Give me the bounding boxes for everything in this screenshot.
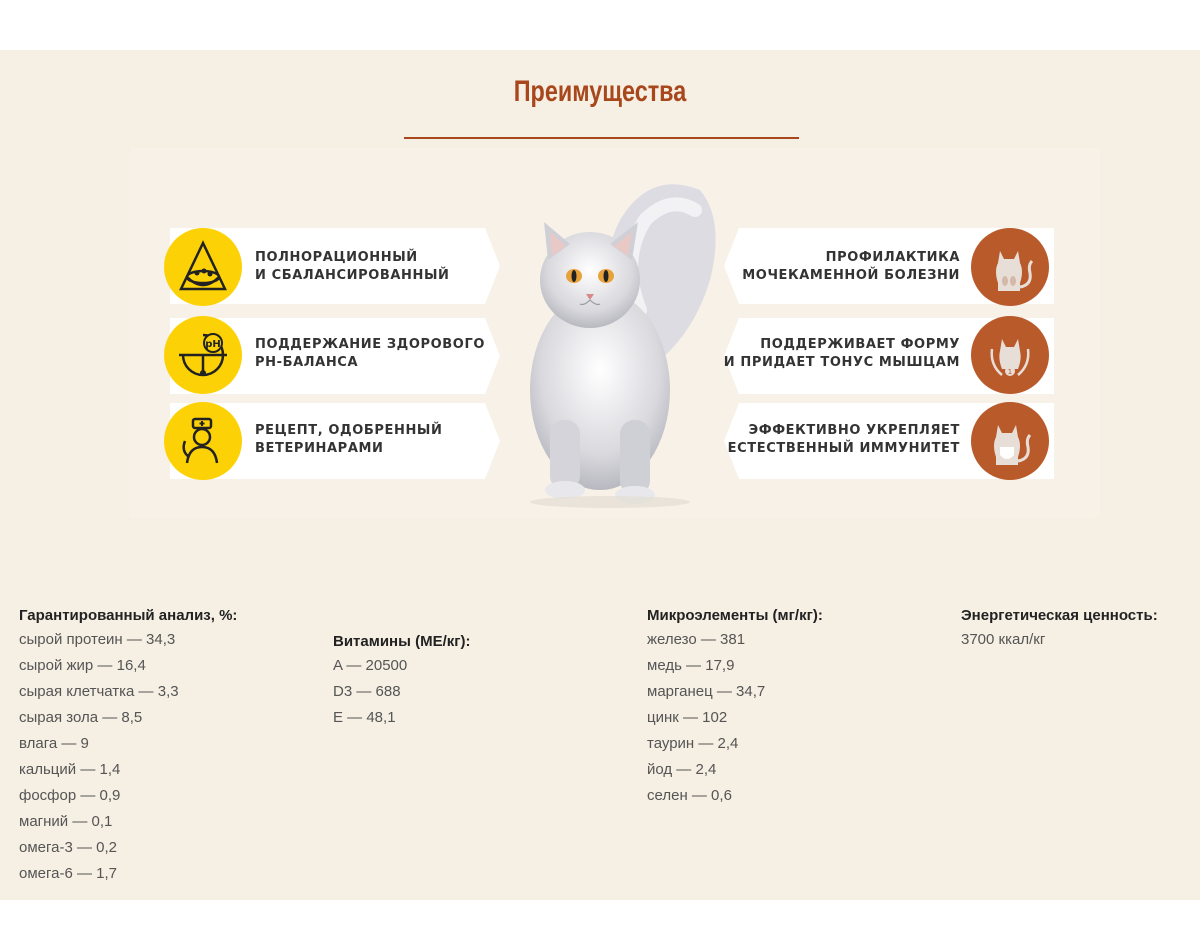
feature-text-muscle-tone: ПОДДЕРЖИВАЕТ ФОРМУ И ПРИДАЕТ ТОНУС МЫШЦАМ: [723, 337, 960, 370]
analysis-item: омега-3 — 0,2: [19, 839, 118, 856]
cat-kidney-icon: [971, 228, 1049, 306]
energy-list: [961, 627, 1200, 653]
feature-text-complete-balanced: ПОЛНОРАЦИОННЫЙ И СБАЛАНСИРОВАННЫЙ: [255, 250, 450, 283]
analysis-item: магний — 0,1: [19, 813, 113, 830]
vitamins-list: [333, 653, 633, 731]
feature-text-vet-approved: РЕЦЕПТ, ОДОБРЕННЫЙ ВЕТЕРИНАРАМИ: [255, 423, 443, 456]
analysis-item: фосфор — 0,9: [19, 787, 121, 804]
analysis-item: сырой жир — 16,4: [19, 657, 146, 674]
vitamins-item: A — 20500: [333, 657, 408, 674]
minerals-item: йод — 2,4: [647, 761, 717, 778]
bowl-balance-icon: [164, 228, 242, 306]
vitamins-item: E — 48,1: [333, 709, 396, 726]
energy-item: 3700 ккал/кг: [961, 631, 1046, 648]
vitamins-item: D3 — 688: [333, 683, 401, 700]
title-underline: [404, 137, 799, 139]
analysis-item: сырая клетчатка — 3,3: [19, 683, 179, 700]
cat-illustration: [510, 160, 730, 510]
ph-gauge-icon: [164, 316, 242, 394]
analysis-item: сырая зола — 8,5: [19, 709, 143, 726]
vitamins-heading: Витамины (МЕ/кг):: [333, 633, 471, 650]
feature-text-ph-balance: ПОДДЕРЖАНИЕ ЗДОРОВОГО PH-БАЛАНСА: [255, 337, 485, 370]
minerals-item: селен — 0,6: [647, 787, 732, 804]
analysis-heading: Гарантированный анализ, %:: [19, 607, 238, 624]
minerals-item: цинк — 102: [647, 709, 728, 726]
analysis-item: омега-6 — 1,7: [19, 865, 118, 882]
analysis-item: кальций — 1,4: [19, 761, 121, 778]
minerals-item: медь — 17,9: [647, 657, 735, 674]
vitamins-column: [333, 631, 633, 731]
analysis-column: [19, 605, 319, 887]
section-title: Преимущества: [513, 75, 687, 108]
analysis-list: [19, 627, 319, 887]
analysis-item: влага — 9: [19, 735, 89, 752]
svg-text:pH: pH: [205, 339, 221, 350]
minerals-item: железо — 381: [647, 631, 746, 648]
feature-text-immunity: ЭФФЕКТИВНО УКРЕПЛЯЕТ ЕСТЕСТВЕННЫЙ ИММУНИТЕТ: [727, 423, 960, 456]
feature-text-urolithiasis: ПРОФИЛАКТИКА МОЧЕКАМЕННОЙ БОЛЕЗНИ: [742, 250, 960, 283]
analysis-item: сырой протеин — 34,3: [19, 631, 176, 648]
minerals-list: [647, 627, 947, 809]
energy-heading: Энергетическая ценность:: [961, 607, 1158, 624]
cat-shield-icon: [971, 402, 1049, 480]
minerals-column: [647, 605, 947, 809]
minerals-item: таурин — 2,4: [647, 735, 739, 752]
veterinarian-icon: [164, 402, 242, 480]
cat-award-icon: [971, 316, 1049, 394]
svg-text:1: 1: [1007, 368, 1013, 376]
minerals-heading: Микроэлементы (мг/кг):: [647, 607, 823, 624]
minerals-item: марганец — 34,7: [647, 683, 766, 700]
energy-column: [961, 605, 1200, 653]
